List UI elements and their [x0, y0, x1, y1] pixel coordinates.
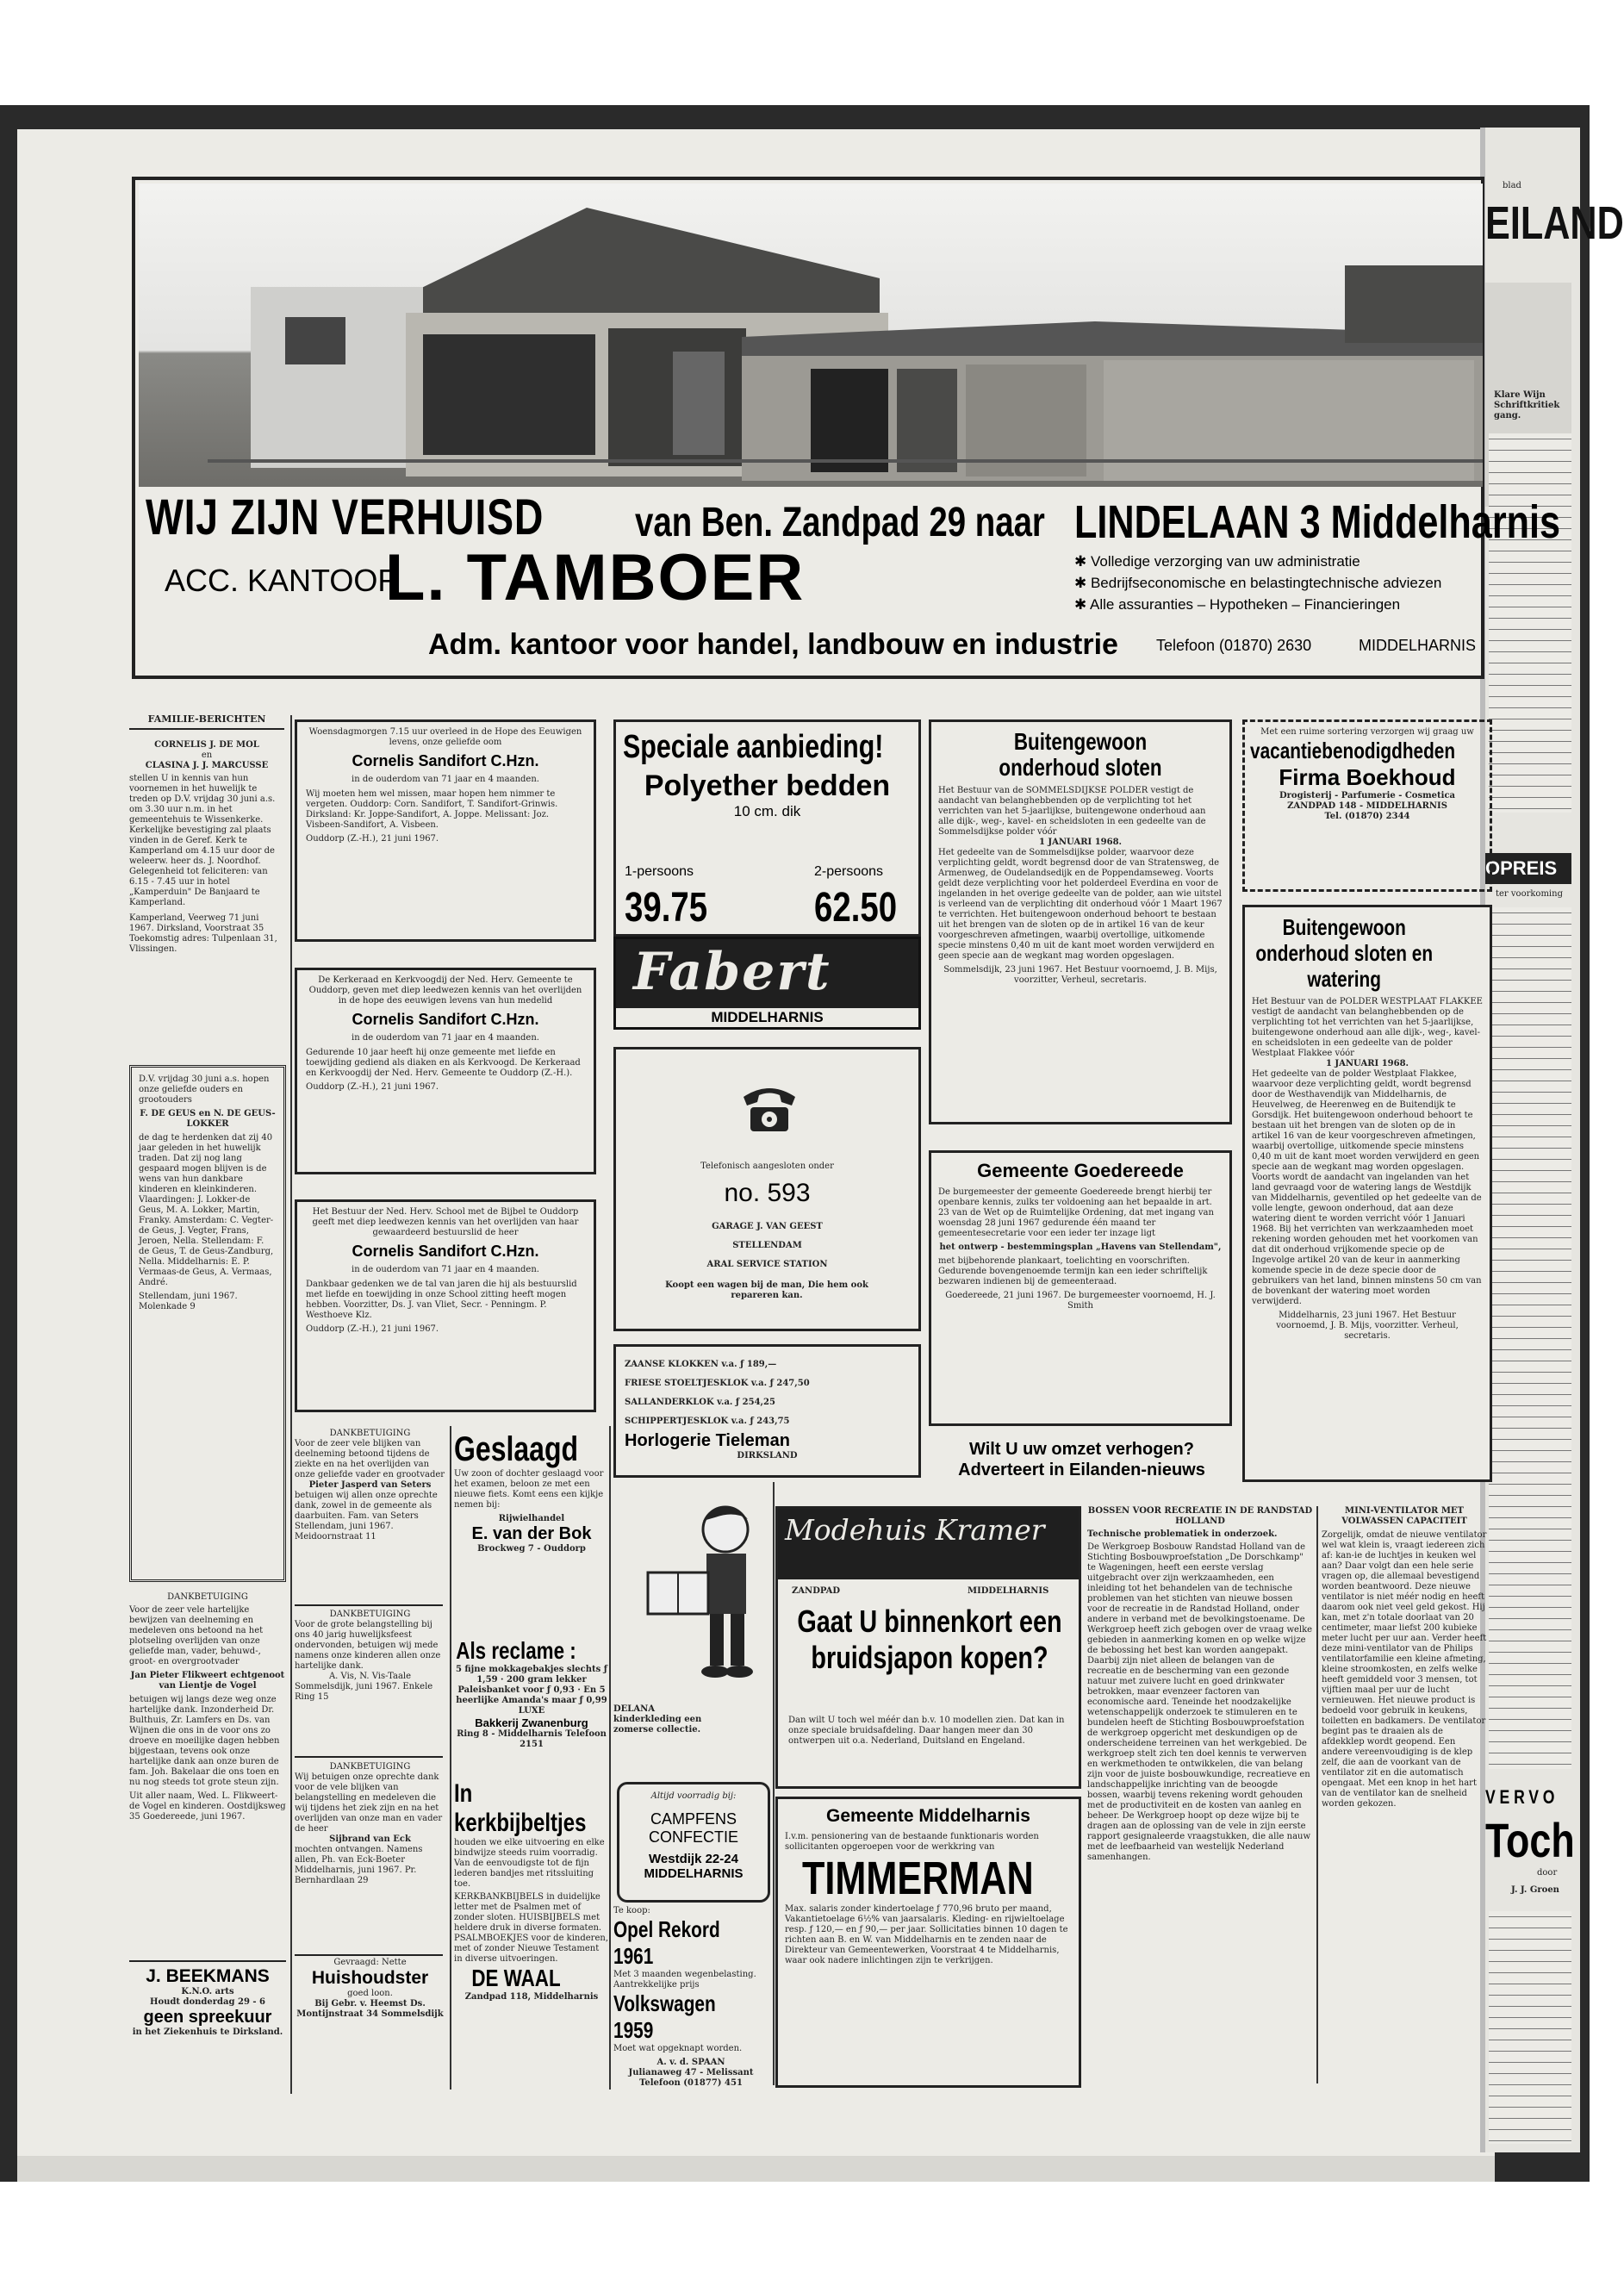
garage-city: STELLENDAM — [732, 1241, 802, 1250]
modehuis-kramer-ad — [775, 1506, 1081, 1789]
campfens-name: CAMPFENS CONFECTIE — [648, 1810, 738, 1846]
column-rule — [1316, 1506, 1318, 2083]
notice-footer: Sommelsdijk, 23 juni 1967. Het Bestuur voornoemd, J. B. Mijs, voorzitter, Verheul, secretaris. — [943, 965, 1217, 985]
goedereede-notice — [929, 1150, 1232, 1426]
housekeeper-contact: Bij Gebr. v. Heemst Ds. Montijnstraat 34 Sommelsdijk — [296, 1999, 444, 2019]
seller-address: Julianaweg 47 - Melissant Telefoon (01877) 451 — [628, 2068, 754, 2088]
boekhoud-headline: vacantiebenodigdheden — [1250, 738, 1456, 763]
thanks-name: Sijbrand van Eck — [329, 1834, 411, 1844]
notice-footer: Middelharnis, 23 juni 1967. Het Bestuur voornoemd, J. B. Mijs, voorzitter. Verheul, secretaris. — [1276, 1311, 1459, 1341]
cars-for-sale-ad — [613, 1906, 768, 2087]
obituary-intro: Woensdagmorgen 7.15 uur overleed in de Hope des Eeuwigen levens, onze geliefde oom — [308, 727, 582, 747]
kramer-address-2: MIDDELHARNIS — [968, 1586, 1049, 1596]
vacancy-job: TIMMERMAN — [802, 1853, 1034, 1904]
deceased-name: Cornelis Sandifort C.Hzn. — [352, 752, 539, 769]
deceased-age: in de ouderdom van 71 jaar en 4 maanden. — [352, 1033, 539, 1043]
thanks-body: Wij betuigen onze oprechte dank voor de vele blijken van belangstelling en medeleven die wij tijdens het ziek zijn en na het overlijden van onze man en vader de heer — [295, 1772, 443, 1834]
adjacent-page — [1480, 128, 1624, 2152]
column-rule — [773, 1482, 775, 2085]
thanks-title: DANKBETUIGING — [329, 1610, 411, 1619]
column-rule — [290, 715, 292, 2094]
housekeeper-wage: goed loon. — [347, 1989, 393, 1998]
vacancy-title: Gemeente Middelharnis — [826, 1806, 1030, 1826]
obituary-family — [295, 719, 596, 942]
geslaagd-title: Geslaagd — [454, 1430, 579, 1468]
clock-list — [625, 1355, 910, 1431]
service-item: ✱ Alle assuranties – Hypotheken – Financieringen — [1074, 596, 1401, 613]
boekhoud-phone: Tel. (01870) 2344 — [1324, 812, 1410, 821]
double-price: 62.50 — [814, 885, 898, 931]
thanks-footer: Uit aller naam, Wed. L. Flikweert-de Vogel en kinderen. Oostdijksweg 35 Goedereede, juni 1967. — [129, 1791, 286, 1822]
anniversary-body: de dag te herdenken dat zij 40 jaar geleden in het huwelijk traden. Dat zij nog lang gespaard mogen blijven is de wens van hun dankbare kinderen en kleinkinderen. Vlaardingen: J. Lokker-de Geus, M. A. Lokker, Martin, Franky. Amsterdam: C. Vegter-de Geus, J. Vegter, Frans, Jeroen, Nella. Stellendam: F. de Geus, T. de Geus-Zandburg, Nella. Middelharnis: E. P. Vermaas-de Geus, A. Vermaas, André. — [139, 1133, 274, 1287]
thanks-body-2: mochten ontvangen. Namens allen, Ph. van Eck-Boeter — [295, 1845, 423, 1865]
headline-moved: WIJ ZIJN VERHUISD — [146, 489, 544, 545]
boy-reading-illustration — [613, 1486, 768, 1697]
notice-title: Buitengewoon onderhoud sloten en watering — [1255, 914, 1434, 992]
notice-body: Het Bestuur van de SOMMELSDIJKSE POLDER vestigt de aandacht van belanghebbenden op de verplichting tot het verrichten van het 5-jaarlijkse, buitengewone onderhoud aan alle dijk-, weg-, kavel- en scheidsloten in een gedeelte van de Sommelsdijkse polder vóór — [938, 786, 1206, 837]
clock-item: ZAANSE KLOKKEN v.a. ƒ 189,— — [625, 1360, 777, 1369]
vw-details: Moet wat opgeknapt worden. — [613, 2044, 743, 2053]
city: MIDDELHARNIS — [1359, 637, 1477, 654]
no-consultation: geen spreekuur — [143, 2008, 272, 2027]
article-title: MINI-VENTILATOR MET VOLWASSEN CAPACITEIT — [1341, 1506, 1467, 1526]
adjacent-author: J. J. Groen — [1511, 1885, 1559, 1895]
garage-ad — [613, 1047, 921, 1331]
headline-to: LINDELAAN 3 Middelharnis — [1074, 496, 1561, 548]
family-notices-title: FAMILIE-BERICHTEN — [129, 713, 284, 730]
adjacent-vervo: VERVO — [1485, 1786, 1559, 1808]
special-offer-title: Speciale aanbieding! — [623, 729, 884, 765]
bookshop-address: Zandpad 118, Middelharnis — [464, 1992, 599, 2002]
star-icon: ✱ — [1074, 596, 1091, 613]
bakery-headline: Als reclame : — [456, 1637, 576, 1664]
headline-from: van Ben. Zandpad 29 naar — [635, 500, 1045, 545]
notice-title: Gemeente Goedereede — [977, 1160, 1184, 1181]
divider — [295, 1954, 443, 1956]
geslaagd-ad — [454, 1430, 609, 1629]
beekmans-location: in het Ziekenhuis te Dirksland. — [132, 2027, 283, 2037]
service-item: ✱ Volledige verzorging van uw administratie — [1074, 553, 1360, 570]
single-price: 39.75 — [625, 885, 708, 931]
article-body: Zorgelijk, omdat de nieuwe ventilator wel wat klein is, vraagt iedereen zich af: kan-ie de luchtjes in keuken wel aan? Daar volgt dan een hele serie vragen op, die allemaal bevestigend worden beantwoord. Deze nieuwe ventilator is niet méér nodig en heeft daarom ook niet veel geld gekost. Hij kan, met z'n totale doorlaat van 20 centimeter, maar liefst 200 kubieke meter lucht per uur aan. Verder heeft deze mini-ventilator van de Philips ventilatorfamilie een kleine afmeting, kleine stroomkosten, en zelfs welke heeft gemiddeld voor 3 mensen, tot vijftien maal per uur de lucht vernieuwen. Het nieuwe product is bedoeld voor gebruik in keukens, toiletten en badkamers. De ventilator begint pas te draaien als de afdekklep wordt geopend. Een andere vereenvoudiging is de klep zelf, die aan de voorkant van de ventilator zit en die automatisch opengaat. Met een knop in het hart van de ventilator kan de snelheid worden gekozen. — [1322, 1530, 1487, 1809]
clock-item: FRIESE STOELTJESKLOK v.a. ƒ 247,50 — [625, 1379, 810, 1388]
phone-number: Telefoon (01870) 2630 — [1156, 637, 1312, 654]
thanks-footer: Sommelsdijk, juni 1967. Enkele Ring 15 — [295, 1682, 433, 1702]
divider — [295, 1604, 443, 1606]
anniversary-names: F. DE GEUS en N. DE GEUS-LOKKER — [140, 1109, 276, 1129]
obituary-footer: Ouddorp (Z.-H.), 21 juni 1967. — [306, 834, 439, 844]
vacancy-intro: I.v.m. pensionering van de bestaande funktionaris worden sollicitanten opgeroepen voor de werkkring van — [785, 1832, 1039, 1852]
thanks-body: Voor de zeer vele hartelijke bewijzen van deelneming en medeleven ons betoond na het plotseling overlijden van onze geliefde man, vader, behuwd-, groot- en overgrootvader — [129, 1605, 264, 1666]
beekmans-date: Houdt donderdag 29 - 6 — [150, 1997, 265, 2007]
adjacent-toch: Toch — [1485, 1813, 1575, 1867]
adjacent-opreis-sub: ter voorkoming — [1496, 889, 1563, 899]
star-icon: ✱ — [1074, 553, 1091, 570]
product-spec: 10 cm. dik — [733, 803, 801, 819]
opel-title: Opel Rekord 1961 — [613, 1916, 720, 1969]
bible-intro: houden we elke uitvoering en elke bindwijze steeds ruim voorradig. Van de eenvoudigste tot de fijn lederen bandjes met ritssluiting toe. — [454, 1838, 605, 1889]
adjacent-toch-sub: door — [1537, 1868, 1558, 1878]
notice-body-2: met bijbehorende plankaart, toelichting en voorschriften. Gedurende bovengenoemde termijn kan een ieder schriftelijk bezwaren indienen bij de gemeenteraad. — [938, 1256, 1208, 1286]
campfens-top: Altijd voorradig bij: — [650, 1791, 737, 1801]
boekhoud-intro: Met een ruime sortering verzorgen wij graag uw — [1260, 727, 1474, 737]
vacancy-body: Max. salaris zonder kindertoelage ƒ 770,96 bruto per maand, Vakantietoelage 6½% van jaarsalaris. Kleding- en rijwieltoelage resp. ƒ 120,— en ƒ 90,— per jaar. Sollicitaties binnen 10 dagen te richten aan B. en W. van Middelharnis en te zenden naar de Direkteur van Gemeentewerken, Voorstraat 4 te Middelharnis, waar ook nadere inlichtingen zijn te verkrijgen. — [785, 1904, 1068, 1965]
clock-item: SALLANDERKLOK v.a. ƒ 254,25 — [625, 1398, 775, 1407]
obituary-body: Dankbaar gedenken we de tal van jaren die hij als bestuurslid met liefde en toewijding in onze School zitting heeft mogen hebben. Voorzitter, Ds. J. van Vliet, Secr. - Penningm. P. Westhoeve Klz. — [306, 1280, 577, 1320]
obituary-footer: Ouddorp (Z.-H.), 21 juni 1967. — [306, 1082, 439, 1092]
bridal-headline: Gaat U binnenkort een bruidsjapon kopen? — [797, 1604, 1062, 1675]
deceased-age: in de ouderdom van 71 jaar en 4 maanden. — [352, 1265, 539, 1274]
service-list — [1074, 551, 1441, 615]
thanks-name: Pieter Jasperd van Seters — [308, 1480, 432, 1490]
adjacent-opreis: OPREIS — [1485, 853, 1571, 884]
en-text: en — [201, 751, 213, 760]
obituary-school — [295, 1199, 596, 1412]
boekhoud-type: Drogisterij - Parfumerie - Cosmetica — [1279, 791, 1456, 800]
product-name: Polyether bedden — [644, 769, 891, 802]
clock-shop: Horlogerie Tieleman — [625, 1431, 790, 1450]
beekmans-notice — [129, 1966, 286, 2087]
housekeeper-ad — [295, 1958, 445, 2087]
kramer-address-1: ZANDPAD — [792, 1586, 841, 1596]
clock-item: SCHIPPERTJESKLOK v.a. ƒ 243,75 — [625, 1417, 790, 1426]
notice-date: 1 JANUARI 1968. — [1325, 1059, 1409, 1068]
geslaagd-body: Uw zoon of dochter geslaagd voor het examen, beloon ze met een nieuwe fiets. Komt eens een kijkje nemen bij: — [454, 1469, 604, 1510]
deceased-age: in de ouderdom van 71 jaar en 4 maanden. — [352, 775, 539, 784]
article-subtitle: Technische problematiek in onderzoek. — [1087, 1529, 1278, 1539]
garage-slogan: Koopt een wagen bij de man, Die hem ook repareren kan. — [665, 1280, 868, 1300]
service-item: ✱ Bedrijfseconomische en belastingtechnische adviezen — [1074, 575, 1442, 591]
building-illustration — [139, 184, 1483, 487]
obituary-intro: Het Bestuur der Ned. Herv. School met de Bijbel te Ouddorp geeft met diep leedwezen kennis van het overlijden van haar gewaardeerd bestuurslid de heer — [312, 1207, 579, 1237]
divider — [129, 1960, 286, 1962]
boekhoud-address: ZANDPAD 148 - MIDDELHARNIS — [1287, 801, 1447, 811]
thanks-title: DANKBETUIGING — [329, 1429, 411, 1438]
beekmans-name: J. BEEKMANS — [146, 1966, 270, 1986]
campfens-ad — [617, 1782, 770, 1903]
seller-name: A. v. d. SPAAN — [656, 2058, 725, 2067]
thanks-body-2: betuigen wij allen onze oprechte dank, zowel in de gemeente als daarbuiten. Fam. van Seters — [295, 1491, 438, 1521]
thanks-title: DANKBETUIGING — [167, 1592, 248, 1602]
flikweert-thanks — [129, 1592, 286, 1946]
telephone-icon — [737, 1080, 802, 1140]
kramer-logo: Modehuis Kramer — [785, 1513, 1045, 1547]
seters-thanks — [295, 1429, 445, 1601]
for-sale-label: Te koop: — [613, 1906, 650, 1915]
housekeeper-title: Huishoudster — [311, 1968, 429, 1988]
clock-city: DIRKSLAND — [737, 1451, 798, 1461]
bookshop-name: DE WAAL — [471, 1965, 561, 1991]
article-body: De Werkgroep Bosbouw Randstad Holland van de Stichting Bosbouwproefstation „De Dorschkamp" te Wageningen, heeft een eerste verslag uitgebracht over zijn werkzaamheden, een inleiding tot het behandelen van de technische problemen van het stichten van nieuwe bossen voor de recreatie in de Randstad Holland, onder andere in verband met de bevolkingstoename. De Werkgroep heeft zich gebogen over de vraag welke gebieden in aanmerking komen en op welke wijze de bebossing het best kan worden aangepakt. Daarbij zijn niet alleen de belangen van de recreatie en de bescherming van een gezonde natuur met zuivere lucht en goed drinkwater betrokken, maar evenzeer factoren van economische aard. Teneinde het noodzakelijke wetenschappelijk onderzoek te stimuleren en te bundelen heeft de Stichting Bosbouwproefstation de werkgroep opgericht met deskundigen op de onderscheidene terreinen van het werkgebied. De werkgroep stelt zich ten doel kennis te verwerven en werkmethoden te ontwikkelen, die van belang zijn voor de juiste bosbouwkundige, recreatieve en landschappelijke inrichting van de beoogde bossen, waarbij tevens rekening wordt gehouden met de productiviteit en de kosten van aanleg en beheer. De Werkgroep hoopt op deze wijze bij te dragen aan de oplossing van de vele in zijn eerste rapport gesignaleerde vraagstukken, die alle nauw met de leefbaarheid van westelijk Nederland samenhangen. — [1087, 1542, 1313, 1862]
page-bottom-edge — [17, 2156, 1495, 2182]
notice-footer: Goedereede, 21 juni 1967. De burgemeester voornoemd, H. J. Smith — [945, 1291, 1216, 1311]
double-label: 2-persoons — [814, 864, 884, 879]
campfens-address: Westdijk 22-24 MIDDELHARNIS — [644, 1852, 744, 1881]
thanks-footer: Stellendam, juni 1967. Meidoornstraat 11 — [295, 1522, 394, 1541]
column-rule — [609, 1426, 611, 2090]
boekhoud-firm: Firma Boekhoud — [1279, 764, 1456, 790]
advertise-slogan: Wilt U uw omzet verhogen? Adverteert in Eilanden-nieuws — [958, 1440, 1205, 1479]
bakery-name: Bakkerij Zwanenburg — [475, 1716, 588, 1729]
notice-date: 1 JANUARI 1968. — [1038, 838, 1123, 847]
bible-headline: In kerkbijbeltjes — [454, 1779, 587, 1837]
bike-shop-name: E. van der Bok — [471, 1524, 592, 1543]
garage-station: ARAL SERVICE STATION — [706, 1260, 828, 1269]
notice-title: Buitengewoon onderhoud sloten — [999, 728, 1162, 781]
anniversary-intro: D.V. vrijdag 30 juni a.s. hopen onze geliefde ouders en grootouders — [139, 1074, 270, 1105]
adjacent-masthead: EILAND — [1485, 197, 1624, 249]
obituary-footer: Ouddorp (Z.-H.), 21 juni 1967. — [306, 1324, 439, 1334]
bakery-address: Ring 8 - Middelharnis Telefoon 2151 — [457, 1729, 607, 1749]
middelharnis-vacancy — [775, 1797, 1081, 2088]
adjacent-page-label: blad — [1503, 181, 1521, 190]
kantoor-label: ACC. KANTOOR — [165, 563, 401, 598]
special-offer-ad — [613, 719, 921, 937]
column-rule — [450, 1426, 451, 2090]
article-title: BOSSEN VOOR RECREATIE IN DE RANDSTAD HOLLAND — [1087, 1506, 1313, 1526]
office-building-photo — [139, 184, 1483, 487]
telephone-line: Telefonisch aangesloten onder — [700, 1162, 834, 1171]
notice-body: Het Bestuur van de POLDER WESTPLAAT FLAKKEE vestigt de aandacht van belanghebbenden op de verplichting tot het verrichten van het 5-jaarlijkse, buitengewone onderhoud aan alle dijk-, weg-, kavel- en scheidsloten in een gedeelte van de polder Westplaat Flakkee vóór — [1252, 997, 1483, 1058]
bible-items: KERKBANKBIJBELS in duidelijke letter met de Psalmen met of zonder sloten. HUISBIJBELS met heldere druk in diverse formaten. PSALMBOEKJES voor de kinderen, met of zonder Nieuwe Testament in diverse uitvoeringen. — [454, 1892, 609, 1964]
divider — [295, 1756, 443, 1758]
obituary-intro: De Kerkeraad en Kerkvoogdij der Ned. Herv. Gemeente te Ouddorp, geven met diep leedwezen kennis van het overlijden in de hope des eeuwigen levens van hun medelid — [308, 975, 582, 1006]
wedding-address: Kamperland, Veerweg 71 juni 1967. Dirksland, Voorstraat 35 Toekomstig adres: Tulpenlaan 31, Vlissingen. — [129, 913, 277, 954]
vw-title: Volkswagen 1959 — [613, 1990, 716, 2043]
bridal-body: Dan wilt U toch wel méér dan b.v. 10 modellen zien. Dat kan in onze speciale bruidsafdeling. Daar hangen meer dan 30 ontwerpen uit o.a. Nederland, Duitsland en Engeland. — [788, 1716, 1065, 1746]
telephone-number: no. 593 — [724, 1179, 811, 1207]
thanks-body: Voor de zeer vele blijken van deelneming betoond tijdens de ziekte en na het overlijden van onze geliefde vader en grootvader — [295, 1439, 445, 1479]
ventilator-article — [1322, 1506, 1487, 2083]
adjacent-column-text-3 — [1489, 1911, 1571, 2144]
garage-name: GARAGE J. VAN GEEST — [712, 1222, 823, 1231]
thanks-body: Voor de grote belangstelling bij ons 40 jarig huwelijksfeest ondervonden, betuigen wij mede namens onze kinderen allen onze hartelijke dank. — [295, 1620, 441, 1671]
thanks-footer: Middelharnis, juni 1967. Pr. Bernhardlaan 29 — [295, 1865, 417, 1885]
bike-shop-address: Brockweg 7 - Ouddorp — [477, 1544, 586, 1554]
bible-ad — [454, 1779, 609, 2085]
tagline: Adm. kantoor voor handel, landbouw en industrie — [428, 628, 1118, 661]
kramer-logo-bar — [778, 1509, 1079, 1579]
adjacent-column-text-2 — [1489, 907, 1571, 1769]
eck-thanks — [295, 1762, 445, 1950]
obituary-church — [295, 968, 596, 1174]
bossen-article — [1087, 1506, 1313, 2083]
groom-name: CORNELIS J. DE MOL — [154, 740, 259, 750]
sommelsdijk-polder-notice — [929, 719, 1232, 1124]
deceased-name: Cornelis Sandifort C.Hzn. — [352, 1243, 539, 1260]
single-label: 1-persoons — [625, 864, 694, 879]
housekeeper-request: Gevraagd: Nette — [333, 1958, 407, 1967]
deceased-name: Cornelis Sandifort C.Hzn. — [352, 1011, 539, 1028]
thanks-name: Jan Pieter Flikweert echtgenoot van Lientje de Vogel — [130, 1671, 285, 1691]
bike-shop-type: Rijwielhandel — [498, 1514, 565, 1523]
notice-body-2: Het gedeelte van de polder Westplaat Flakkee, waarvoor deze verplichting geldt, wordt begrensd door de Westhavendijk van Middelharnis, de Heuvelweg, de Heerenweg en de Buitendijk te Gorsdijk. Het buitengewoon onderhoud behoort te bestaan uit het brengen van de sloten op de in artikel 16 van de keur voorgeschreven afmetingen, waarbij overtollige, uitkomende specie minstens 0,40 m uit de kant moet worden verwijderd en geen specie aan de wegkant mag worden opgeslagen. Voorts wordt de aandacht van ingelanden van het land gevraagd voor de watering langs de Westdijk van Middelharnis, geventiled op het gedeelte van de volle lengte, gewoon onderhoud, dat aan deze watering dient te worden verricht vóór 1 Januari 1968. Bij het verrichten van werkzaamheden moet rekening worden gehouden met het voorkomen van dat dit onderhoud vrijkomende specie op de Ingevolge artikel 20 van de keur in aanmerking komende specie in de deze specie door de gebruikers van het land, binnen minstens 50 cm van de bovenkant der watering moet worden verwijderd. — [1252, 1069, 1482, 1306]
fabert-logo: Fabert — [633, 942, 831, 1002]
bakery-items: 5 fijne mokkagebakjes slechts ƒ 1,59 · 200 gram lekker Paleisbanket voor ƒ 0,93 · En 5 heerlijke Amanda's maar ƒ 0,99 — [455, 1665, 608, 1705]
thanks-signature: A. Vis, N. Vis-Taale — [328, 1672, 412, 1681]
fabert-logo-box — [613, 937, 921, 1030]
thanks-title: DANKBETUIGING — [329, 1762, 411, 1772]
notice-body: De burgemeester der gemeente Goedereede brengt hierbij ter openbare kennis, zulks ter voldoening aan het bepaalde in art. 23 van de Wet op de Ruimtelijke Ordening, dat met ingang van woensdag 28 juni 1967 gedurende één maand ter gemeentesecretarie voor een ieder ter inzage ligt — [938, 1187, 1214, 1238]
anniversary-footer: Stellendam, juni 1967. Molenkade 9 — [139, 1292, 238, 1311]
company-name: L. TAMBOER — [385, 541, 806, 614]
boekhoud-ad — [1242, 719, 1492, 892]
notice-plan: het ontwerp - bestemmingsplan „Havens van Stellendam", — [939, 1243, 1222, 1252]
bakery-ad — [454, 1637, 609, 1775]
vis-thanks — [295, 1610, 445, 1752]
obituary-body: Wij moeten hem wel missen, maar hopen hem nimmer te vergeten. Ouddorp: Corn. Sandifort, T. Sandifort-Grinwis. Dirksland: Kr. Joppe-Sandifort, A. Joppe. Melissant: Joz. Visbeen-Sandifort, A. Visbeen. — [306, 789, 558, 830]
clocks-ad — [613, 1344, 921, 1478]
beekmans-title: K.N.O. arts — [181, 1987, 234, 1996]
opel-details: Met 3 maanden wegenbelasting. Aantrekkelijke prijs — [613, 1970, 756, 1990]
thanks-body-2: betuigen wij langs deze weg onze hartelijke dank. Inzonderheid Dr. Bulthuis, Zr. Lamfers en Ds. van Wijnen die ons in de voor ons zo droeve en moeilijke dagen hebben bijgestaan, tevens ook onze hartelijke dank aan onze buren de fam. Joh. Bakelaar die ons toen en nu nog steeds tot grote steun zijn. — [129, 1695, 280, 1787]
adjacent-column-text — [1489, 433, 1571, 813]
adjacent-ad-text: Klare Wijn Schriftkritiek gang. — [1494, 390, 1560, 420]
westplaat-polder-notice — [1242, 905, 1492, 1482]
fabert-city: MIDDELHARNIS — [616, 1008, 918, 1027]
wedding-announcement: stellen U in kennis van hun voornemen in het huwelijk te treden op D.V. vrijdag 30 juni a.s. om 3.30 uur n.m. in het gemeentehuis te Wissenkerke. Kerkelijke bevestiging zal plaats vinden in de Geref. Kerk te Kamperland om 4.15 uur door de weleerw. heer ds. J. Noordhof. Gelegenheid tot feliciteren: van 6.15 - 7.45 uur in hotel „Kamperduin" De Banjaard te Kamperland. — [129, 774, 276, 907]
obituary-body: Gedurende 10 jaar heeft hij onze gemeente met liefde en toewijding gediend als diaken en als Kerkvoogd. De Kerkeraad en Kerkvoogdij der Ned. Herv. Gemeente te Ouddorp (Z.-H.). — [306, 1048, 581, 1078]
anniversary-notice — [129, 1065, 286, 1582]
star-icon: ✱ — [1074, 575, 1091, 591]
family-notices-column — [129, 713, 284, 955]
bride-name: CLASINA J. J. MARCUSSE — [145, 761, 269, 770]
bakery-luxe: LUXE — [518, 1706, 545, 1716]
notice-body-2: Het gedeelte van de Sommelsdijkse polder, waarvoor deze verplichting geldt, wordt begrensd door de van Stratensweg, de Armenweg, de Oudelandsedijk en de Poppendamseweg. Voorts geldt deze verplichting voor het polderdeel Everdina en voor de ingelanden in het overige gedeelte van de polder, aan wie uitstel is verleend van de verplichting dit onderhoud vóór 1 Maart 1967 te verrichten. Het buitengewoon onderhoud behoort te bestaan uit het brengen van de sloten op de in artikel 16 van de keur voorgeschreven afmetingen, waarbij overtollige, uitkomende specie minstens 0,40 m uit de kant moet worden verwijderd en geen specie aan de wegkant mag worden opgeslagen. — [938, 848, 1223, 961]
delana-text: DELANA kinderkleding een zomerse collectie. — [613, 1704, 702, 1735]
